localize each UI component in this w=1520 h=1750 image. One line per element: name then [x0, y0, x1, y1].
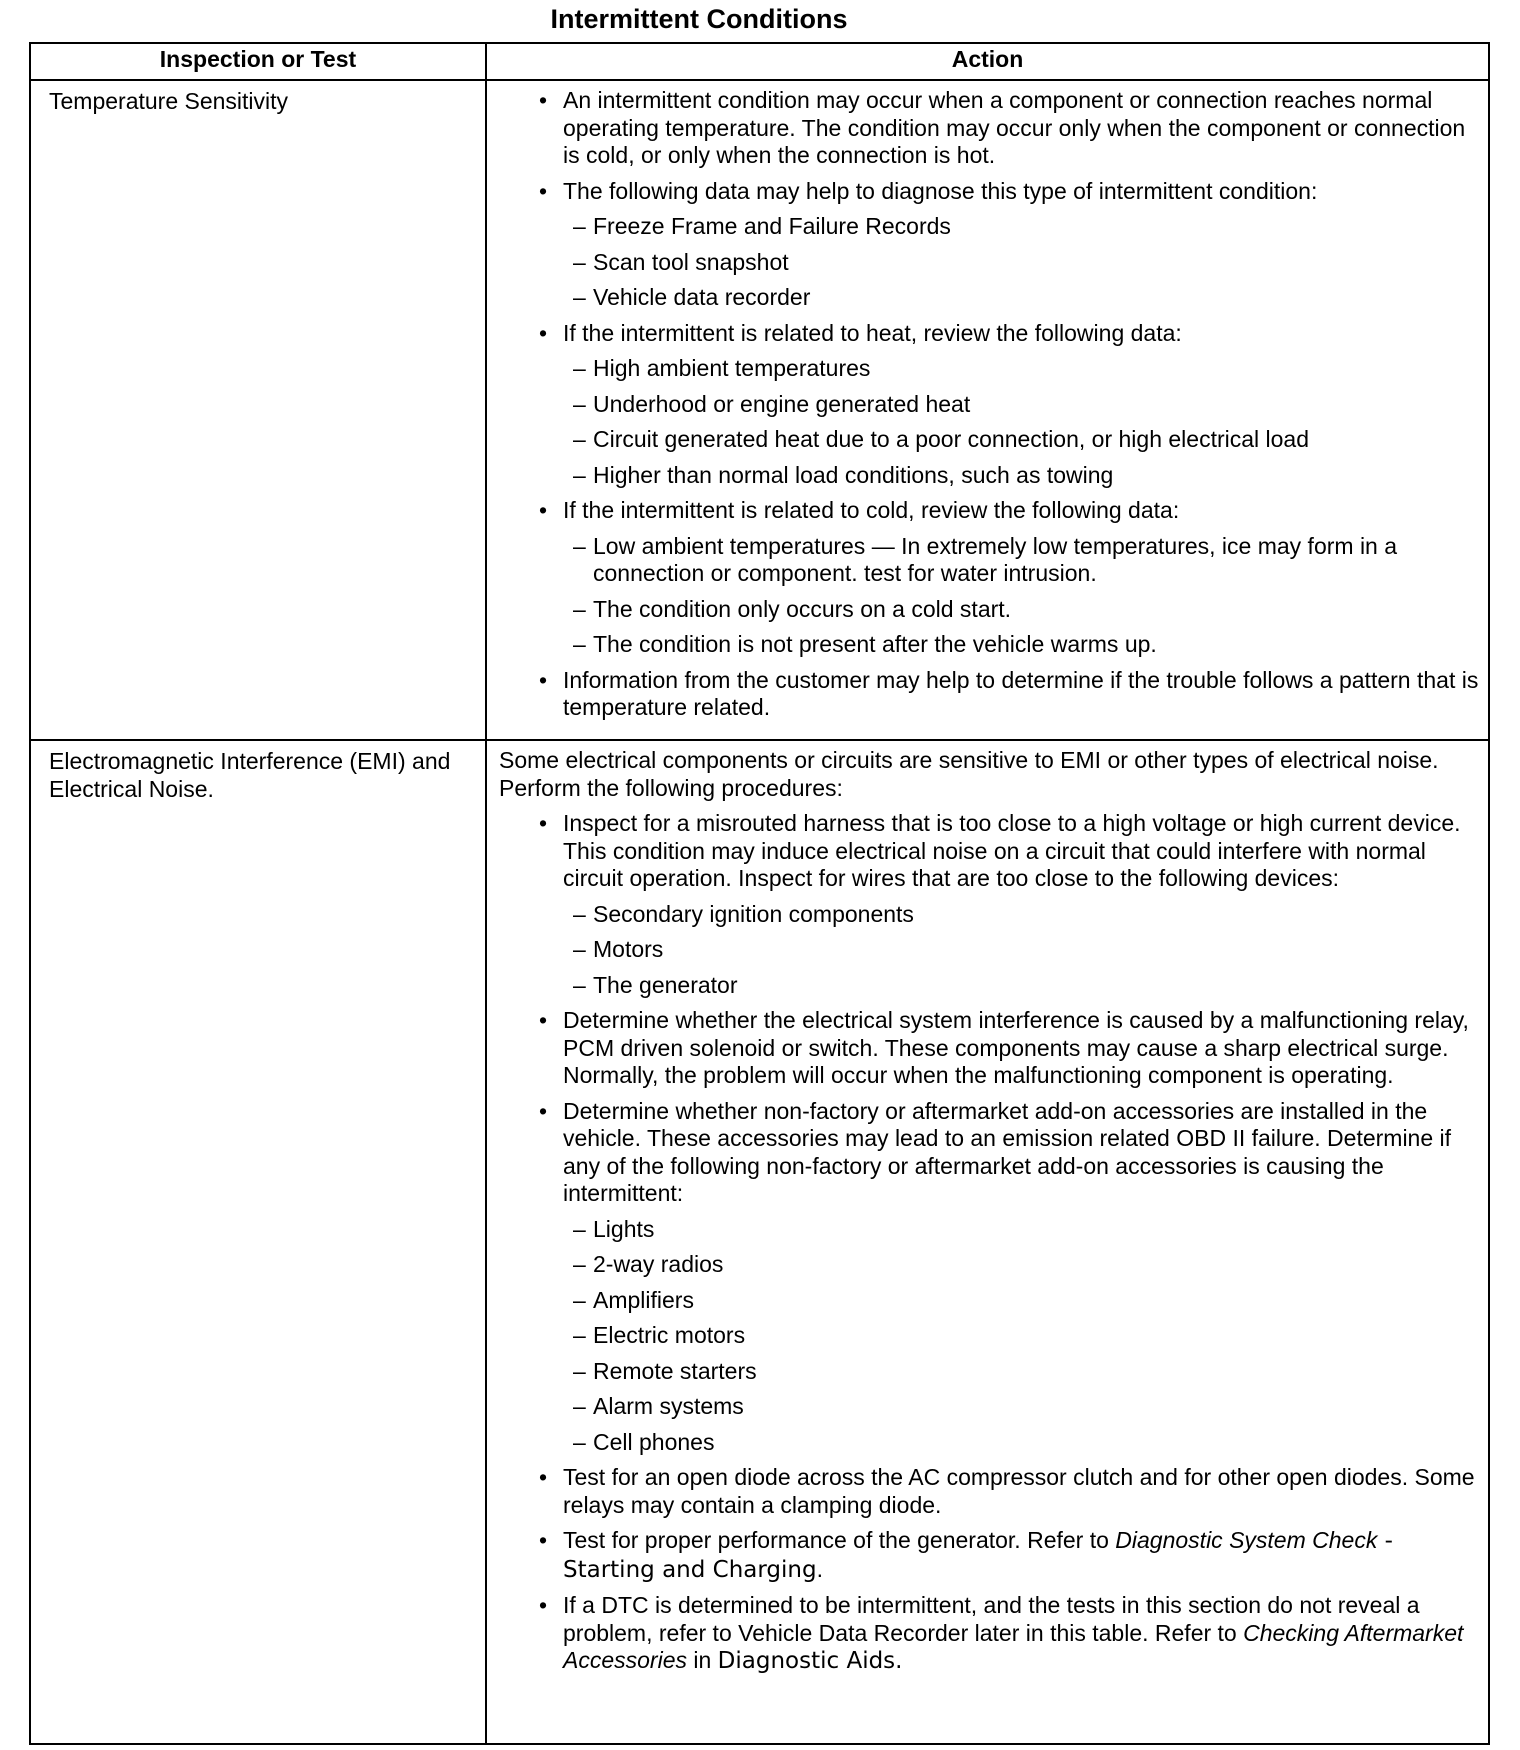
- sub-item-text: Higher than normal load conditions, such as towing: [593, 461, 1114, 488]
- bullet-marker: •: [539, 1527, 548, 1553]
- dash-marker: –: [573, 1428, 586, 1455]
- sub-item-text: 2-way radios: [593, 1251, 724, 1277]
- sub-item: [573, 462, 1480, 490]
- intermittent-conditions-table: [29, 42, 1490, 1745]
- dash-marker: –: [573, 461, 586, 488]
- row-label-temperature-sensitivity: Temperature Sensitivity: [30, 80, 486, 740]
- bullet-marker: •: [539, 177, 548, 204]
- sub-item-text: Electric motors: [593, 1322, 746, 1348]
- header-action: Action: [486, 43, 1489, 80]
- dash-marker: –: [573, 936, 586, 962]
- sub-item-text: Lights: [593, 1215, 655, 1242]
- sub-item: [573, 533, 1480, 588]
- bullet-text: Information from the customer may help to determine if the trouble follows a pattern that is temperature related.: [563, 666, 1479, 720]
- bullet-marker: •: [539, 1592, 548, 1618]
- bullet-item: [539, 497, 1480, 659]
- bullet-text-end: .: [816, 1555, 823, 1582]
- dash-marker: –: [573, 213, 586, 239]
- sub-item: [573, 1287, 1480, 1315]
- sub-item-text: The generator: [593, 971, 738, 998]
- sub-item: [573, 1358, 1480, 1386]
- sub-item-text: Underhood or engine generated heat: [593, 390, 971, 417]
- bullet-list: [499, 810, 1480, 1676]
- ref-diagnostic-system-check: Diagnostic System Check: [1115, 1527, 1378, 1553]
- sub-item-text: The condition only occurs on a cold start.: [593, 595, 1012, 622]
- sub-item-text: Circuit generated heat due to a poor connection, or high electrical load: [593, 426, 1310, 452]
- sub-item: [573, 1429, 1480, 1457]
- dash-marker: –: [573, 284, 586, 310]
- sub-item: [573, 426, 1480, 454]
- sub-item: [573, 596, 1480, 624]
- row-action-temperature-sensitivity: [486, 80, 1489, 740]
- sub-item-text: Remote starters: [593, 1357, 757, 1384]
- page-title: Intermittent Conditions: [550, 4, 848, 34]
- sub-item: [573, 972, 1480, 1000]
- bullet-item: [539, 320, 1480, 490]
- dash-marker: –: [573, 1251, 586, 1277]
- dash-marker: –: [573, 355, 586, 381]
- dash-marker: –: [573, 595, 586, 622]
- bullet-item: [539, 1007, 1480, 1090]
- bullet-marker: •: [539, 810, 548, 836]
- sub-list: [563, 901, 1480, 1000]
- table-header-row: [30, 43, 1489, 80]
- dash-marker: –: [573, 631, 586, 657]
- sub-list: [563, 533, 1480, 659]
- header-inspection-or-test: Inspection or Test: [30, 43, 486, 80]
- sub-item-text: Vehicle data recorder: [593, 284, 811, 310]
- sub-item-text: Motors: [593, 936, 664, 962]
- ref-diagnostic-aids: Diagnostic Aids.: [717, 1648, 903, 1674]
- dash-marker: –: [573, 1322, 586, 1348]
- bullet-item: [539, 810, 1480, 999]
- sub-item: [573, 1322, 1480, 1350]
- bullet-text: Test for an open diode across the AC compressor clutch and for other open diodes. Some relays may contain a clamping diode.: [563, 1464, 1475, 1518]
- table-row: [30, 740, 1489, 1744]
- bullet-text: The following data may help to diagnose this type of intermittent condition:: [563, 177, 1318, 204]
- row-intro-text: Some electrical components or circuits are sensitive to EMI or other types of electrical noise. Perform the following procedures:: [499, 747, 1439, 801]
- bullet-text: Inspect for a misrouted harness that is too close to a high voltage or high current device. This condition may induce electrical noise on a circuit that could interfere with normal circuit operation. Inspect for wires that are too close to the following devices:: [563, 810, 1461, 891]
- bullet-item: [539, 1098, 1480, 1457]
- bullet-marker: •: [539, 319, 548, 346]
- dash-marker: –: [573, 900, 586, 927]
- ref-checking-aftermarket-accessories: Checking Aftermarket Accessories: [563, 1619, 1464, 1673]
- dash-marker: –: [573, 1286, 586, 1313]
- sub-item-text: High ambient temperatures: [593, 355, 871, 381]
- dash-marker: –: [573, 971, 586, 998]
- sub-list: [563, 213, 1480, 312]
- bullet-text: If a DTC is determined to be intermittent, and the tests in this section do not reveal a problem, refer to Vehicle Data Recorder later in this table. Refer to: [563, 1592, 1420, 1646]
- bullet-text: Test for proper performance of the generator. Refer to: [563, 1527, 1116, 1553]
- sub-item: [573, 1393, 1480, 1421]
- sub-item: [573, 355, 1480, 383]
- bullet-marker: •: [539, 1007, 548, 1033]
- row-action-emi-electrical-noise: [486, 740, 1489, 1744]
- bullet-item: [539, 178, 1480, 312]
- sub-item: [573, 631, 1480, 659]
- sub-item-text: Secondary ignition components: [593, 900, 914, 927]
- bullet-marker: •: [539, 1464, 548, 1490]
- sub-item: [573, 213, 1480, 241]
- sub-item-text: Cell phones: [593, 1428, 715, 1455]
- sub-item: [573, 1251, 1480, 1279]
- bullet-marker: •: [539, 87, 548, 113]
- dash-marker: –: [573, 426, 586, 452]
- bullet-text: If the intermittent is related to cold, review the following data:: [563, 497, 1180, 523]
- bullet-item: [539, 1527, 1480, 1584]
- bullet-marker: •: [539, 1097, 548, 1124]
- dash-marker: –: [573, 1393, 586, 1419]
- sub-item-text: Scan tool snapshot: [593, 248, 789, 275]
- sub-list: [563, 1216, 1480, 1457]
- sub-item-text: The condition is not present after the vehicle warms up.: [593, 631, 1157, 657]
- ref-starting-and-charging: - Starting and Charging: [563, 1528, 1393, 1583]
- bullet-item: [539, 1464, 1480, 1519]
- dash-marker: –: [573, 1215, 586, 1242]
- bullet-item: [539, 1592, 1480, 1676]
- bullet-text: Determine whether non-factory or aftermarket add-on accessories are installed in the vehicle. These accessories may lead to an emission related OBD II failure. Determine if any of the following non-factory or aftermarket add-on accessories is causing the intermittent:: [563, 1097, 1452, 1206]
- bullet-item: [539, 87, 1480, 170]
- bullet-text-mid: in: [686, 1647, 718, 1673]
- sub-item-text: Amplifiers: [593, 1286, 694, 1313]
- sub-item-text: Alarm systems: [593, 1393, 744, 1419]
- bullet-list: [499, 87, 1480, 722]
- bullet-marker: •: [539, 497, 548, 523]
- dash-marker: –: [573, 532, 586, 559]
- table-row: [30, 80, 1489, 740]
- sub-list: [563, 355, 1480, 489]
- sub-item-text: Freeze Frame and Failure Records: [593, 213, 951, 239]
- dash-marker: –: [573, 1357, 586, 1384]
- sub-item: [573, 1216, 1480, 1244]
- dash-marker: –: [573, 390, 586, 417]
- sub-item: [573, 284, 1480, 312]
- sub-item: [573, 936, 1480, 964]
- sub-item-text: Low ambient temperatures — In extremely low temperatures, ice may form in a connection or component. test for water intrusion.: [593, 532, 1398, 586]
- bullet-text: If the intermittent is related to heat, review the following data:: [563, 319, 1182, 346]
- sub-item: [573, 901, 1480, 929]
- dash-marker: –: [573, 248, 586, 275]
- row-label-emi-electrical-noise: Electromagnetic Interference (EMI) and Electrical Noise.: [30, 740, 486, 1744]
- sub-item: [573, 249, 1480, 277]
- bullet-item: [539, 667, 1480, 722]
- sub-item: [573, 391, 1480, 419]
- bullet-marker: •: [539, 666, 548, 693]
- bullet-text: An intermittent condition may occur when a component or connection reaches normal operating temperature. The condition may occur only when the component or connection is cold, or only when the connection is hot.: [563, 87, 1466, 168]
- bullet-text: Determine whether the electrical system interference is caused by a malfunctioning relay, PCM driven solenoid or switch. These components may cause a sharp electrical surge. Normally, the problem will occur when the malfunctioning component is operating.: [563, 1007, 1469, 1088]
